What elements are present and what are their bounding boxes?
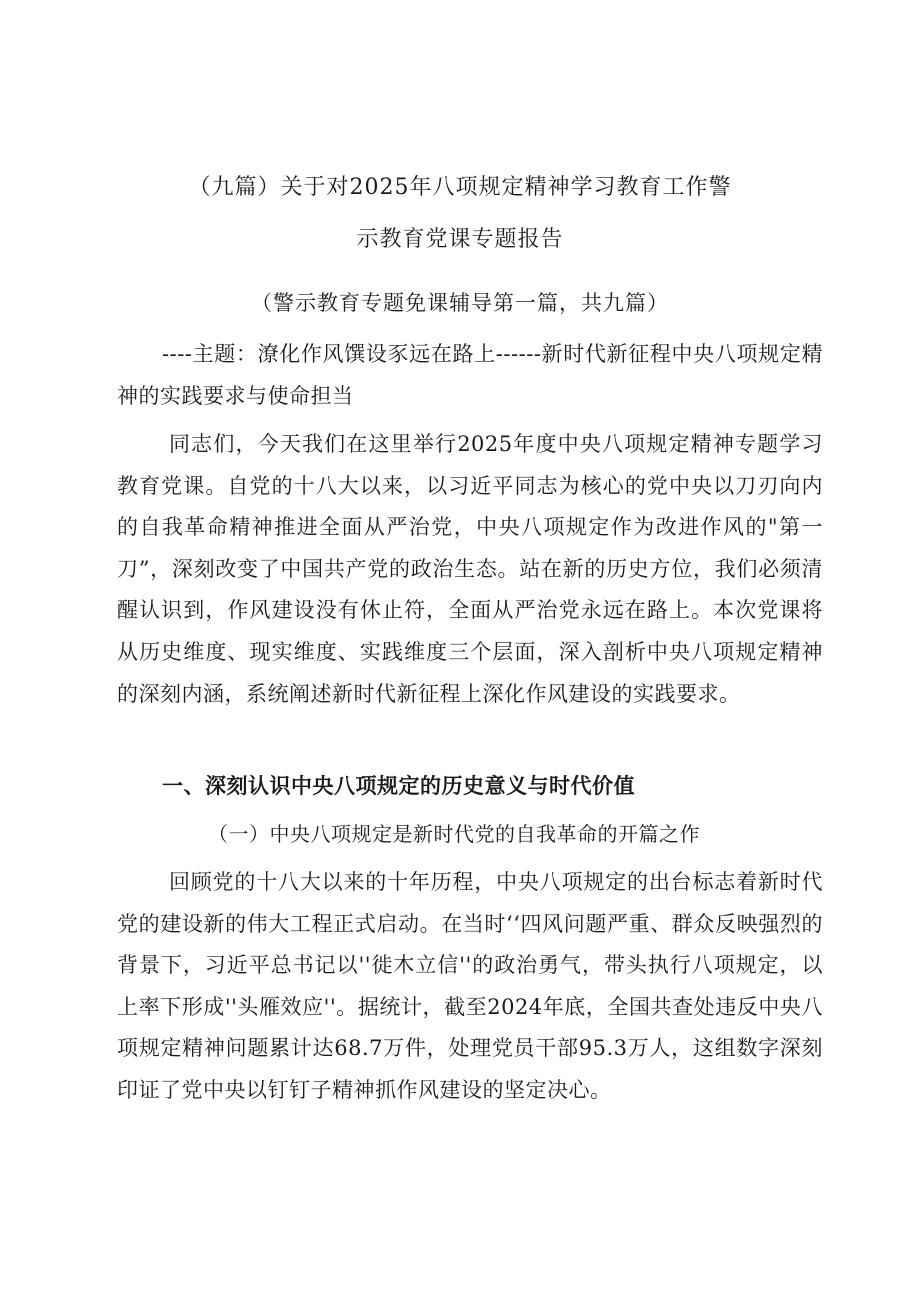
theme-line: ----主题：潦化作风馔设豕远在路上------新时代新征程中央八项规定精神的实践要求与使命担当 bbox=[117, 342, 823, 408]
document-subtitle: （警示教育专题免课辅导第一篇，共九篇） bbox=[251, 291, 669, 315]
body-paragraph-2: 回顾党的十八大以来的十年历程，中央八项规定的出台标志着新时代党的建设新的伟大工程正式启动。在当时‘‘四风问题严重、群众反映强烈的背景下，习近平总书记以''徙木立信''的政治勇气，带头执行八项规定，以上率下形成''头雁效应''。据统计，截至2024年底，全国共查处违反中央八项规定精神问题累计达68.7万件，处理党员干部95.3万人，这组数字深刻印证了党中央以钉钉子精神抓作风建设的坚定决心。 bbox=[117, 870, 823, 1102]
section-heading-1: 一、深刻认识中央八项规定的历史意义与时代价值 bbox=[162, 773, 635, 798]
subsection-heading-1: （一）中央八项规定是新时代党的自我革命的开篇之作 bbox=[208, 822, 700, 846]
intro-paragraph: 同志们，今天我们在这里举行2025年度中央八项规定精神专题学习教育党课。自党的十八大以来，以习近平同志为核心的党中央以刀刃向内的自我革命精神推进全面从严治党，中央八项规定作为改进作风的"第一刀”，深刻改变了中国共产党的政治生态。站在新的历史方位，我们必须清醒认识到，作风建设没有休止符，全面从严治党永远在路上。本次党课将从历史维度、现实维度、实践维度三个层面，深入剖析中央八项规定精神的深刻内涵，系统阐述新时代新征程上深化作风建设的实践要求。 bbox=[117, 432, 823, 706]
document-title-line-1: （九篇）关于对2025年八项规定精神学习教育工作警 bbox=[188, 175, 732, 200]
document-title-line-2: 示教育党课专题报告 bbox=[356, 227, 564, 252]
